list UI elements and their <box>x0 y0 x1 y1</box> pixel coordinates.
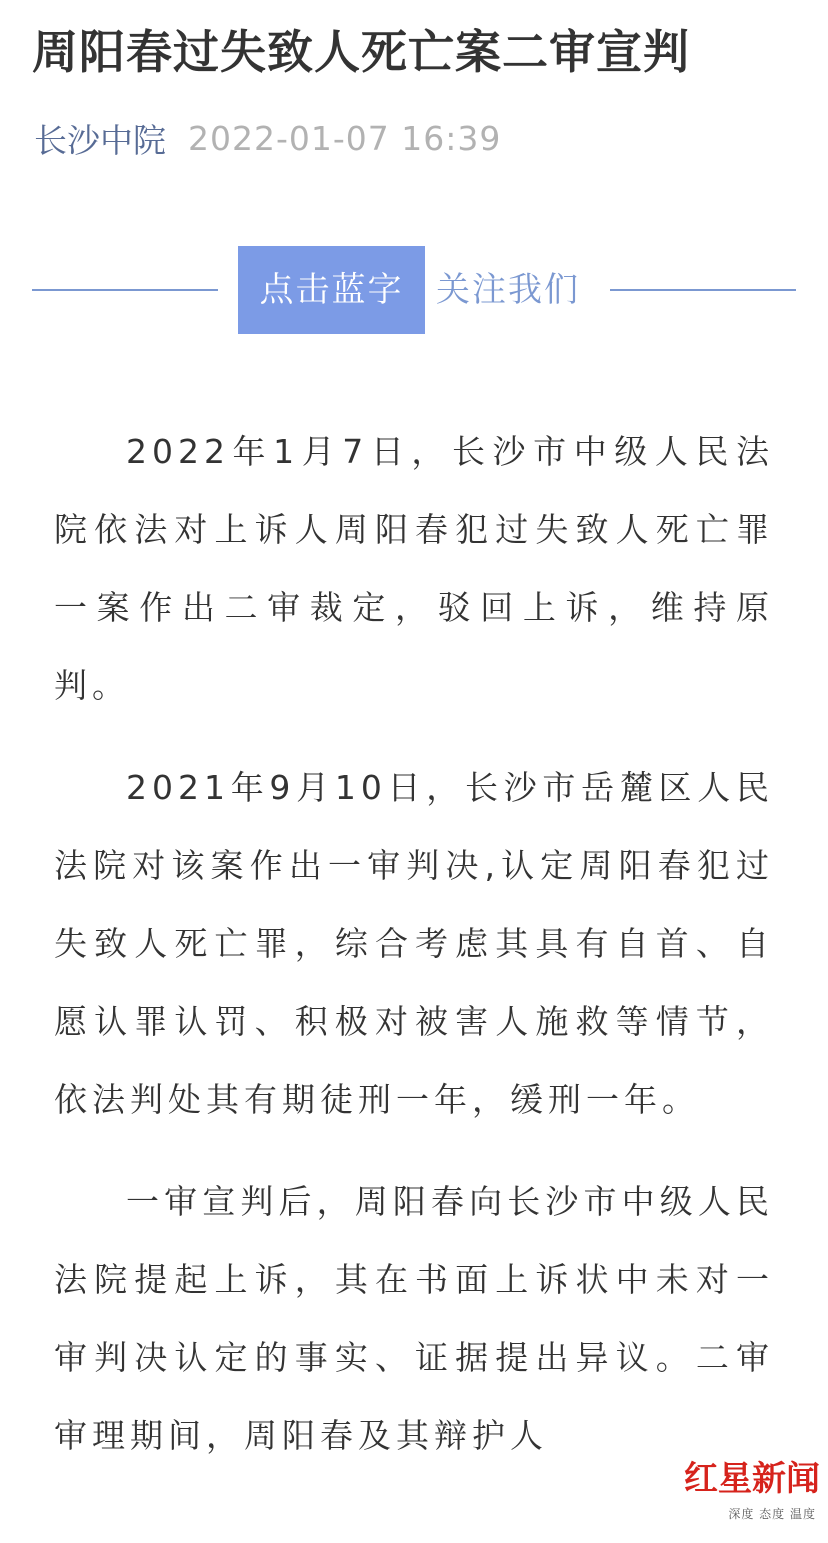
article-title: 周阳春过失致人死亡案二审宣判 <box>32 25 690 79</box>
follow-banner[interactable] <box>32 246 796 334</box>
divider-right <box>610 289 796 291</box>
divider-left <box>32 289 218 291</box>
paragraph: 2022年1月7日，长沙市中级人民法院依法对上诉人周阳春犯过失致人死亡罪一案作出二审裁定，驳回上诉，维持原判。 <box>54 432 774 705</box>
follow-button[interactable]: 点击蓝字 <box>238 246 425 334</box>
watermark-logo <box>684 1459 820 1533</box>
publish-time: 2022-01-07 16:39 <box>188 118 502 158</box>
paragraph: 2021年9月10日，长沙市岳麓区人民法院对该案作出一审判决,认定周阳春犯过失致人死亡罪，综合考虑其具有自首、自愿认罪认罚、积极对被害人施救等情节，依法判处其有期徒刑一年，缓刑一年。 <box>54 768 774 1119</box>
follow-us-text[interactable]: 关注我们 <box>436 270 580 310</box>
watermark-logo-text: 红星新闻 <box>684 1459 820 1499</box>
account-name-link[interactable]: 长沙中院 <box>34 120 166 160</box>
watermark-slogan: 深度 态度 温度 <box>728 1507 816 1521</box>
article-meta <box>34 114 501 162</box>
paragraph: 一审宣判后，周阳春向长沙市中级人民法院提起上诉，其在书面上诉状中未对一审判决认定的事实、证据提出异议。二审审理期间，周阳春及其辩护人 <box>54 1182 774 1455</box>
article-body <box>54 413 774 1499</box>
